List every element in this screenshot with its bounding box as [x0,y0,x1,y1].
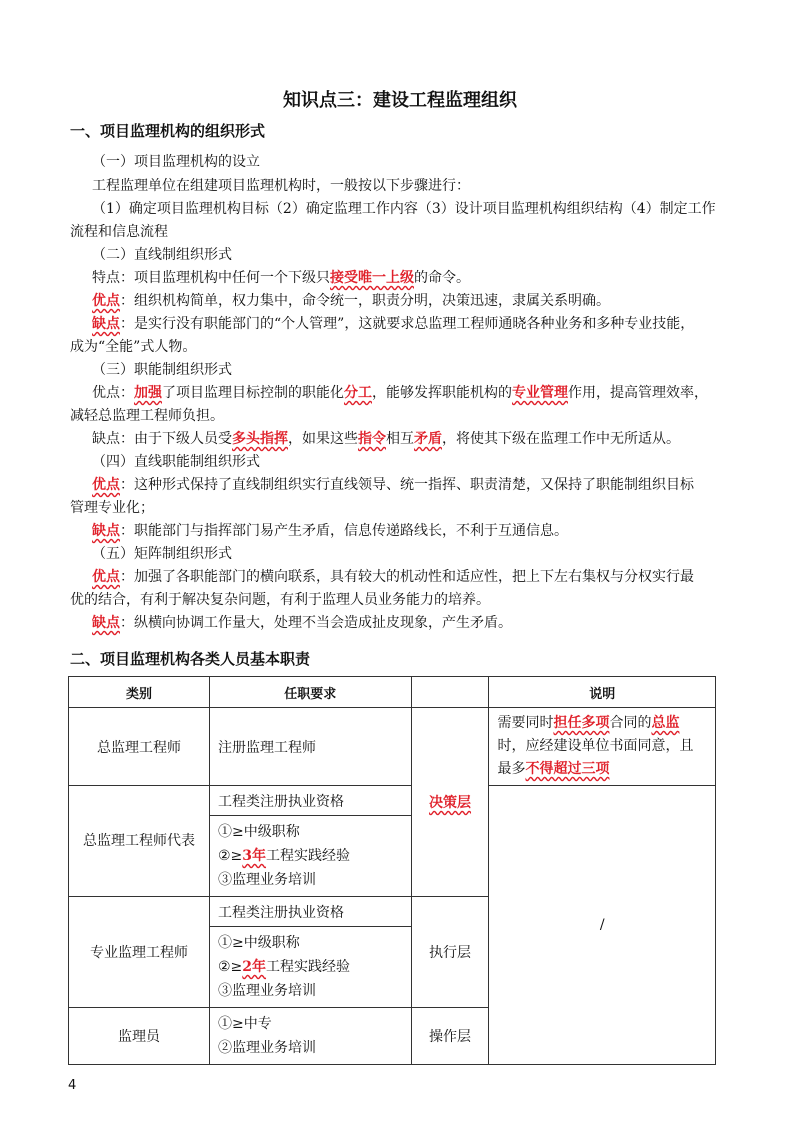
paragraph [92,475,694,495]
requirement-list [209,1008,411,1065]
level-decision [411,708,489,897]
role-label: 总监理工程师代表 [82,833,195,849]
text: 的命令。 [414,270,470,286]
section-2-heading: 二、项目监理机构各类人员基本职责 [70,650,311,668]
highlight-text: 分工 [344,385,372,401]
text: 特点：项目监理机构中任何一个下级只 [92,270,330,286]
page-title: 知识点三：建设工程监理组织 [283,90,517,111]
text: ：职能部门与指挥部门易产生矛盾，信息传递路线长，不利于互通信息。 [120,523,568,539]
text: ：纵横向协调工作量大，处理不当会造成扯皮现象，产生矛盾。 [120,615,512,631]
highlight-text: 专业管理 [512,385,568,401]
role-deputy [69,786,210,897]
requirement-item: ①≥中级职称 [217,935,300,951]
table-row [69,708,716,786]
paragraph: 成为“全能”式人物。 [70,339,197,355]
level-operation: 操作层 [411,1008,489,1065]
paragraph [92,268,470,288]
role-supervisor: 监理员 [69,1008,210,1065]
header-level [411,677,489,708]
highlight-text: 指令 [358,431,386,447]
header-notes: 说明 [489,677,716,708]
text: ②≥ [217,959,243,975]
paragraph [92,314,694,334]
paragraph: 流程和信息流程 [70,224,168,240]
note-empty: / [489,786,716,1065]
requirement: 工程类注册执业资格 [209,786,411,816]
label-disadvantage: 缺点 [92,615,120,631]
requirement-item: ①≥中专 [217,1016,272,1032]
paragraph: （1）确定项目监理机构目标（2）确定监理工作内容（3）设计项目监理机构组织结构（4）制定工作 [92,201,716,217]
text: 合同的 [609,715,652,731]
label-disadvantage: 缺点 [92,316,120,332]
text: ：是实行没有职能部门的“个人管理”，这就要求总监理工程师通晓各种业务和多种专业技能， [120,316,695,332]
text: ②≥ [217,848,243,864]
duties-table [68,676,716,1065]
text: 工程实践经验 [266,959,351,975]
paragraph: 工程监理单位在组建项目监理机构时，一般按以下步骤进行： [92,178,470,194]
paragraph: 管理专业化； [70,500,154,516]
requirement-item: ③监理业务培训 [217,983,316,999]
label-advantage: 优点 [92,569,120,585]
paragraph [92,429,680,449]
requirement-list [209,927,411,1008]
paragraph: 优的结合，有利于解决复杂问题，有利于监理人员业务能力的培养。 [70,592,490,608]
requirement-item [218,955,403,979]
requirement-item: ③监理业务培训 [217,872,316,888]
text: 工程实践经验 [266,848,351,864]
highlight-text: 担任多项 [553,715,610,731]
role-chief: 总监理工程师 [69,708,210,786]
text: 缺点：由于下级人员受 [92,431,232,447]
label-disadvantage: 缺点 [92,523,120,539]
requirement-list [209,816,411,897]
highlight-text: 接受唯一上级 [330,270,414,286]
table-header-row [69,677,716,708]
text: 需要同时 [497,715,554,731]
text: ：这种形式保持了直线制组织实行直线领导、统一指挥、职责清楚，又保持了职能制组织目标 [120,477,694,493]
text: 时，应经建设单位书面同意，且最多 [497,738,694,777]
level-label: 决策层 [429,795,472,811]
chief-note [489,708,716,786]
section-1-heading: 一、项目监理机构的组织形式 [70,122,266,140]
sub-heading-4: （四）直线职能制组织形式 [92,454,260,470]
paragraph [92,291,610,311]
requirement-item: ①≥中级职称 [217,824,300,840]
text: ：组织机构简单，权力集中，命令统一，职责分明，决策迅速，隶属关系明确。 [120,293,610,309]
text: ，将使其下级在监理工作中无所适从。 [442,431,680,447]
paragraph [92,521,568,541]
highlight-text: 加强 [134,385,162,401]
paragraph [92,613,512,633]
highlight-text: 不得超过三项 [525,761,610,777]
paragraph [92,383,708,403]
requirement-item [218,844,403,868]
highlight-text: 总监 [651,715,680,731]
page-number: 4 [68,1078,77,1093]
text: ，如果这些 [288,431,358,447]
text: 优点： [92,385,134,401]
role-professional: 专业监理工程师 [69,897,210,1008]
requirement-item: ②监理业务培训 [217,1040,316,1056]
text: ：加强了各职能部门的横向联系，具有较大的机动性和适应性，把上下左右集权与分权实行最 [120,569,694,585]
header-category: 类别 [69,677,210,708]
sub-heading-3: （三）职能制组织形式 [92,362,232,378]
highlight-text: 3年 [242,848,267,864]
requirement: 工程类注册执业资格 [209,897,411,927]
sub-heading-2: （二）直线制组织形式 [92,247,232,263]
highlight-text: 矛盾 [414,431,442,447]
label-advantage: 优点 [92,293,120,309]
table-row [69,786,716,816]
header-requirements: 任职要求 [209,677,411,708]
sub-heading-5: （五）矩阵制组织形式 [92,546,232,562]
highlight-text: 多头指挥 [232,431,288,447]
requirement: 注册监理工程师 [209,708,411,786]
paragraph [92,567,694,587]
text: 作用，提高管理效率， [568,385,708,401]
text: 了项目监理目标控制的职能化 [162,385,344,401]
text: 相互 [386,431,414,447]
sub-heading-1: （一）项目监理机构的设立 [92,154,260,170]
label-advantage: 优点 [92,477,120,493]
text: ，能够发挥职能机构的 [372,385,512,401]
paragraph: 减轻总监理工程师负担。 [70,408,224,424]
highlight-text: 2年 [242,959,267,975]
level-execution: 执行层 [411,897,489,1008]
